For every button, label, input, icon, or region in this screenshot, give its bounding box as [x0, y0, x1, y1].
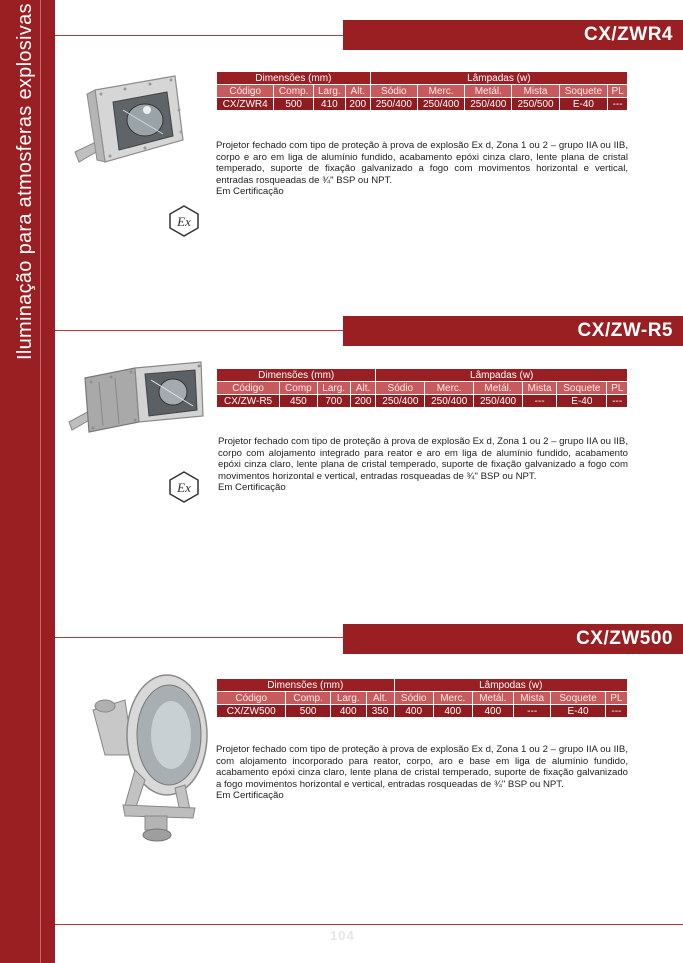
table-cell: ---: [605, 705, 627, 718]
col-header: Metál.: [472, 692, 514, 705]
col-header: Sódio: [376, 382, 425, 395]
certification-note: Em Certificação: [216, 186, 284, 197]
col-header: Merc.: [417, 85, 464, 98]
col-header: Merc.: [433, 692, 472, 705]
table-cell: 410: [313, 98, 345, 111]
col-header: Metál.: [465, 85, 512, 98]
col-header: Alt.: [345, 85, 370, 98]
product-section-3: [55, 620, 683, 924]
table-cell: 250/400: [425, 395, 474, 408]
table-cell: 250/500: [512, 98, 559, 111]
product-section-2: [55, 320, 683, 620]
table-cell: 450: [280, 395, 318, 408]
col-header: Código: [217, 692, 286, 705]
product-description: Projetor fechado com tipo de proteção à prova de explosão Ex d, Zona 1 ou 2 – grupo IIA ou IIB, corpo e aro em liga de alumínio fundido, acabamento epóxi cinza claro, lente plana de cristal temperado, suporte de fixação galvanizado a fogo com movimentos horizontal e vertical, entradas rosqueadas de ¾" BSP ou NPT. Em Certificação: [216, 140, 628, 197]
col-header: PL: [608, 85, 628, 98]
section-divider: [55, 330, 345, 331]
table-cell: 400: [472, 705, 514, 718]
table-cell: 400: [433, 705, 472, 718]
group-dimensions: Dimensões (mm): [217, 679, 395, 692]
col-header: Comp.: [286, 692, 330, 705]
col-header: Mista: [512, 85, 559, 98]
col-header: Metál.: [474, 382, 523, 395]
col-header: Alt.: [366, 692, 394, 705]
sidebar-title: Iluminação para atmosferas explosivas: [14, 3, 36, 360]
product-description: Projetor fechado com tipo de proteção à prova de explosão Ex d, Zona 1 ou 2 – grupo IIA ou IIB, com alojamento incorporado para reator, corpo, aro e base em liga de alumínio fundido, acabamento epóxi cinza claro, lente plana de cristal temperado, suporte de fixação galvanizado a fogo movimentos horizontal e vertical, entradas rosqueadas de ¾" BSP ou NPT. Em Certificação: [216, 744, 628, 801]
group-dimensions: Dimensões (mm): [217, 72, 371, 85]
svg-text:Ex: Ex: [177, 214, 191, 229]
table-cell: 250/400: [474, 395, 523, 408]
product-title: CX/ZWR4: [343, 20, 683, 50]
product-section-1: [55, 0, 683, 320]
table-cell: 500: [274, 98, 314, 111]
table-cell: CX/ZWR4: [217, 98, 274, 111]
group-lamps: Lâmpadas (w): [370, 72, 627, 85]
luminaire-zw500-image: [85, 670, 210, 845]
table-cell: 250/400: [376, 395, 425, 408]
ex-hexagon-icon: [167, 204, 201, 238]
spec-table: [216, 678, 628, 718]
col-header: Sódio: [370, 85, 417, 98]
table-cell: E-40: [559, 98, 608, 111]
table-cell: 250/400: [370, 98, 417, 111]
table-cell: 500: [286, 705, 330, 718]
table-row: [217, 98, 628, 111]
col-header: Sódio: [394, 692, 433, 705]
col-header: PL: [605, 692, 627, 705]
floodlight-zwr5-image: [63, 360, 208, 435]
col-header: Código: [217, 382, 280, 395]
table-cell: 250/400: [417, 98, 464, 111]
spec-table: [216, 368, 628, 408]
table-cell: 200: [350, 395, 376, 408]
ex-hexagon-icon: [167, 470, 201, 504]
col-header: Larg.: [317, 382, 350, 395]
col-header: Comp.: [274, 85, 314, 98]
table-cell: E-40: [551, 705, 605, 718]
spec-table: [216, 71, 628, 111]
group-lamps: Lâmpadas (w): [376, 369, 628, 382]
footer-divider: [55, 924, 683, 925]
col-header: Soquete: [557, 382, 607, 395]
col-header: Alt.: [350, 382, 376, 395]
table-cell: 400: [394, 705, 433, 718]
col-header: Comp: [280, 382, 318, 395]
floodlight-zwr4-image: [65, 70, 185, 175]
certification-note: Em Certificação: [218, 482, 286, 493]
table-cell: CX/ZW500: [217, 705, 286, 718]
col-header: Larg.: [330, 692, 366, 705]
svg-text:Ex: Ex: [177, 480, 191, 495]
table-cell: ---: [514, 705, 551, 718]
col-header: Mista: [522, 382, 556, 395]
certification-note: Em Certificação: [216, 790, 284, 801]
table-cell: ---: [522, 395, 556, 408]
table-cell: 250/400: [465, 98, 512, 111]
col-header: Soquete: [559, 85, 608, 98]
product-description: Projetor fechado com tipo de proteção à prova de explosão Ex d, Zona 1 ou 2 – grupo IIA ou IIB, corpo com alojamento integrado para reator e aro em liga de alumínio fundido, acabamento epóxi cinza claro, lente plana de cristal temperado, suporte de fixação galvanizado a fogo com movimentos horizontal e vertical, entradas rosqueadas de ¾" BSP ou NPT. Em Certificação: [218, 436, 628, 493]
table-row: [217, 705, 628, 718]
col-header: PL: [607, 382, 628, 395]
section-divider: [55, 637, 345, 638]
page-number: 104: [330, 928, 355, 943]
table-cell: E-40: [557, 395, 607, 408]
product-title: CX/ZW-R5: [343, 316, 683, 346]
col-header: Mista: [514, 692, 551, 705]
table-cell: ---: [608, 98, 628, 111]
group-lamps: Lâmpodas (w): [394, 679, 627, 692]
col-header: Soquete: [551, 692, 605, 705]
sidebar-divider: [40, 0, 41, 963]
col-header: Merc.: [425, 382, 474, 395]
table-cell: 350: [366, 705, 394, 718]
table-cell: 400: [330, 705, 366, 718]
table-cell: 700: [317, 395, 350, 408]
table-cell: ---: [607, 395, 628, 408]
col-header: Larg.: [313, 85, 345, 98]
sidebar: [0, 0, 55, 963]
table-cell: CX/ZW-R5: [217, 395, 280, 408]
col-header: Código: [217, 85, 274, 98]
table-row: [217, 395, 628, 408]
group-dimensions: Dimensões (mm): [217, 369, 376, 382]
product-title: CX/ZW500: [343, 624, 683, 654]
table-cell: 200: [345, 98, 370, 111]
section-divider: [55, 35, 345, 36]
